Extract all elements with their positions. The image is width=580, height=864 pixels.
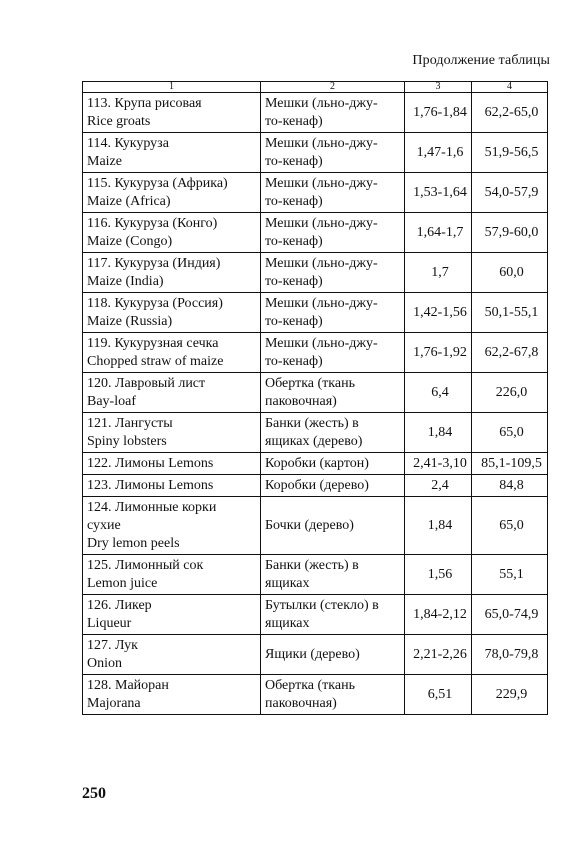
table-row [83,635,548,675]
column-3-value: 1,56 [405,555,472,595]
packaging-cell-line: Банки (жесть) в [265,557,359,573]
packaging-cell-line: Мешки (льно-джу- [265,175,378,191]
packaging-cell-line: паковочная) [265,393,337,409]
cargo-name-cell [83,453,261,475]
column-4-value: 62,2-67,8 [472,333,548,373]
cargo-name-cell-line: 128. Майоран [87,677,169,693]
column-4-value: 229,9 [472,675,548,715]
table-body [83,93,548,715]
column-3-value: 1,84 [405,413,472,453]
table-row [83,595,548,635]
column-4-value: 60,0 [472,253,548,293]
cargo-name-cell [83,413,261,453]
column-3-value: 1,42-1,56 [405,293,472,333]
cargo-name-cell [83,93,261,133]
cargo-name-cell-line: Maize [87,153,122,169]
cargo-name-cell-line: сухие [87,517,121,533]
packaging-cell-line: Обертка (ткань [265,677,355,693]
cargo-name-cell-line: Maize (India) [87,273,164,289]
column-4-value: 50,1-55,1 [472,293,548,333]
table-row [83,213,548,253]
cargo-name-cell-line: 123. Лимоны Lemons [87,477,214,493]
cargo-name-cell-line: Dry lemon peels [87,535,180,551]
cargo-name-cell-line: 125. Лимонный сок [87,557,204,573]
column-4-value: 84,8 [472,475,548,497]
cargo-name-cell [83,595,261,635]
cargo-name-cell-line: 127. Лук [87,637,138,653]
column-3-value: 1,76-1,92 [405,333,472,373]
packaging-cell-line: то-кенаф) [265,193,323,209]
packaging-cell-line: Мешки (льно-джу- [265,95,378,111]
packaging-cell-line: Мешки (льно-джу- [265,255,378,271]
packaging-cell [261,475,405,497]
cargo-stowage-table [82,81,548,715]
column-3-value: 1,76-1,84 [405,93,472,133]
column-number: 3 [405,82,472,93]
cargo-name-cell-line: Rice groats [87,113,151,129]
table-row [83,333,548,373]
table-row [83,675,548,715]
packaging-cell-line: ящиках [265,615,310,631]
cargo-name-cell [83,497,261,555]
cargo-name-cell-line: 119. Кукурузная сечка [87,335,219,351]
cargo-name-cell [83,253,261,293]
column-3-value: 2,41-3,10 [405,453,472,475]
column-3-value: 1,64-1,7 [405,213,472,253]
column-3-value: 1,7 [405,253,472,293]
packaging-cell-line: Мешки (льно-джу- [265,335,378,351]
column-number: 4 [472,82,548,93]
cargo-name-cell-line: Lemon juice [87,575,158,591]
packaging-cell-line: то-кенаф) [265,313,323,329]
packaging-cell-line: то-кенаф) [265,113,323,129]
table-row [83,133,548,173]
table-row [83,93,548,133]
column-3-value: 2,21-2,26 [405,635,472,675]
packaging-cell-line: паковочная) [265,695,337,711]
cargo-name-cell-line: 113. Крупа рисовая [87,95,202,111]
packaging-cell [261,293,405,333]
packaging-cell-line: то-кенаф) [265,273,323,289]
cargo-name-cell [83,333,261,373]
packaging-cell [261,453,405,475]
cargo-name-cell-line: 122. Лимоны Lemons [87,455,214,471]
cargo-name-cell [83,373,261,413]
cargo-name-cell-line: Onion [87,655,122,671]
table-row [83,173,548,213]
cargo-name-cell-line: 115. Кукуруза (Африка) [87,175,228,191]
cargo-name-cell-line: Maize (Africa) [87,193,171,209]
column-3-value: 1,53-1,64 [405,173,472,213]
table-row [83,373,548,413]
cargo-name-cell [83,213,261,253]
cargo-name-cell-line: 121. Лангусты [87,415,173,431]
cargo-name-cell-line: 124. Лимонные корки [87,499,217,515]
column-4-value: 62,2-65,0 [472,93,548,133]
packaging-cell [261,497,405,555]
packaging-cell-line: Мешки (льно-джу- [265,215,378,231]
table-row [83,555,548,595]
packaging-cell-line: то-кенаф) [265,153,323,169]
cargo-name-cell-line: Spiny lobsters [87,433,167,449]
table-row [83,253,548,293]
column-3-value: 6,4 [405,373,472,413]
page-number: 250 [82,785,106,802]
cargo-name-cell-line: 116. Кукуруза (Конго) [87,215,218,231]
packaging-cell-line: Бутылки (стекло) в [265,597,379,613]
cargo-name-cell-line: Maize (Congo) [87,233,173,249]
cargo-name-cell-line: Bay-loaf [87,393,136,409]
packaging-cell [261,133,405,173]
column-3-value: 1,84 [405,497,472,555]
cargo-name-cell-line: Maize (Russia) [87,313,173,329]
packaging-cell-line: Коробки (дерево) [265,477,369,493]
packaging-cell-line: Банки (жесть) в [265,415,359,431]
packaging-cell [261,675,405,715]
table-row [83,475,548,497]
packaging-cell [261,595,405,635]
packaging-cell-line: Бочки (дерево) [265,517,354,533]
cargo-name-cell-line: 114. Кукуруза [87,135,169,151]
cargo-name-cell-line: 120. Лавровый лист [87,375,206,391]
packaging-cell [261,333,405,373]
table-row [83,413,548,453]
packaging-cell-line: Обертка (ткань [265,375,355,391]
cargo-name-cell [83,475,261,497]
column-4-value: 78,0-79,8 [472,635,548,675]
packaging-cell [261,93,405,133]
column-4-value: 85,1-109,5 [472,453,548,475]
column-4-value: 226,0 [472,373,548,413]
cargo-name-cell-line: Liqueur [87,615,132,631]
cargo-name-cell [83,133,261,173]
column-number: 2 [261,82,405,93]
packaging-cell [261,253,405,293]
packaging-cell [261,173,405,213]
column-4-value: 51,9-56,5 [472,133,548,173]
packaging-cell-line: Ящики (дерево) [265,646,360,662]
column-4-value: 65,0 [472,413,548,453]
column-number-row [83,82,548,93]
column-4-value: 54,0-57,9 [472,173,548,213]
packaging-cell-line: Коробки (картон) [265,455,369,471]
packaging-cell [261,555,405,595]
packaging-cell [261,413,405,453]
packaging-cell-line: то-кенаф) [265,353,323,369]
table-row [83,497,548,555]
column-number: 1 [83,82,261,93]
cargo-name-cell [83,293,261,333]
column-3-value: 1,84-2,12 [405,595,472,635]
column-3-value: 1,47-1,6 [405,133,472,173]
table-row [83,293,548,333]
column-4-value: 65,0 [472,497,548,555]
cargo-name-cell-line: 126. Ликер [87,597,152,613]
cargo-name-cell [83,675,261,715]
packaging-cell [261,373,405,413]
packaging-cell-line: то-кенаф) [265,233,323,249]
packaging-cell-line: Мешки (льно-джу- [265,295,378,311]
cargo-name-cell-line: Majorana [87,695,141,711]
packaging-cell-line: ящиках (дерево) [265,433,363,449]
packaging-cell-line: ящиках [265,575,310,591]
cargo-name-cell-line: Chopped straw of maize [87,353,224,369]
cargo-name-cell-line: 117. Кукуруза (Индия) [87,255,221,271]
column-3-value: 2,4 [405,475,472,497]
cargo-name-cell [83,555,261,595]
column-4-value: 55,1 [472,555,548,595]
column-3-value: 6,51 [405,675,472,715]
column-4-value: 65,0-74,9 [472,595,548,635]
table-continuation-caption: Продолжение таблицы [412,53,550,68]
packaging-cell-line: Мешки (льно-джу- [265,135,378,151]
cargo-name-cell [83,173,261,213]
table-row [83,453,548,475]
cargo-name-cell [83,635,261,675]
packaging-cell [261,213,405,253]
packaging-cell [261,635,405,675]
cargo-name-cell-line: 118. Кукуруза (Россия) [87,295,223,311]
column-4-value: 57,9-60,0 [472,213,548,253]
